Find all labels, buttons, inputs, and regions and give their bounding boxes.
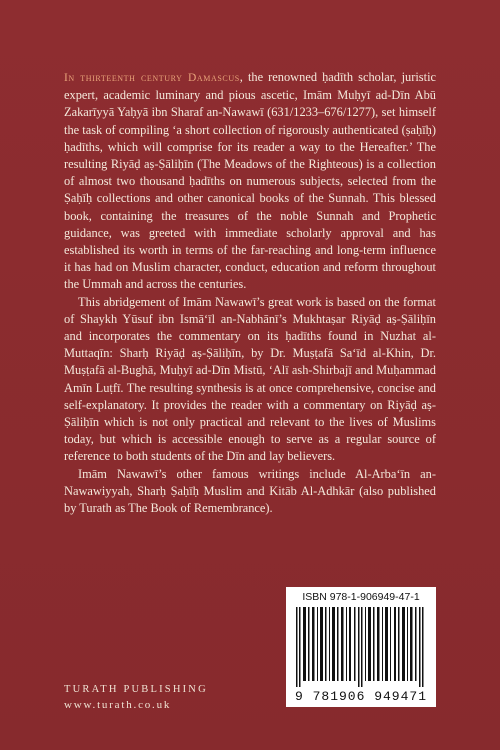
blurb-paragraph-2: This abridgement of Imām Nawawī’s great work is based on the format of Shaykh Yūsuf ibn Ismā‘īl an-Nabhānī’s Mukhtaṣar Riyāḍ aṣ-Ṣāliḥīn and incorporates the commentary on its ḥadīths found in Nuzhat al-Muttaqīn: Sharḥ Riyāḍ aṣ-Ṣāliḥīn, by Dr. Muṣṭafā Sa‘īd al-Khin, Dr. Muṣṭafā al-Bughā, Muḥyī ad-Dīn Mistū, ‘Alī ash-Shirbajī and Muḥammad Amīn Luṭfī. The resulting synthesis is at once comprehensive, concise and self-explanatory. It provides the reader with a commentary on Riyāḍ aṣ-Ṣāliḥīn which is not only practical and relevant to the lives of Muslims today, but which is accessible enough to serve as a regular source of reference to both students of the Dīn and lay believers.	[64, 294, 436, 464]
blurb-paragraph-1	[64, 69, 436, 294]
barcode-icon	[294, 607, 428, 687]
blurb-paragraph-3: Imām Nawawī’s other famous writings include Al-Arba‘īn an-Nawawiyyah, Sharḥ Ṣaḥīḥ Muslim and Kitāb Al-Adhkār (also published by Turath as The Book of Remembrance).	[64, 466, 436, 516]
opening-smallcaps: In thirteenth century Damascus	[64, 72, 240, 84]
barcode-digits: 9 781906 949471	[294, 689, 428, 704]
publisher-name: TURATH PUBLISHING	[64, 684, 208, 695]
isbn-label: ISBN 978-1-906949-47-1	[302, 591, 420, 603]
barcode-panel	[286, 587, 436, 707]
blurb-text	[64, 69, 436, 517]
publisher-website[interactable]: www.turath.co.uk	[64, 699, 172, 711]
paragraph-1-body: , the renowned ḥadīth scholar, juristic expert, academic luminary and pious ascetic, Imām Muḥyī ad-Dīn Abū Zakarīyyā Yaḥyā ibn Sharaf an-Nawawī (631/1233–676/1277), set himself the task of compiling ‘a short collection of rigorously authenticated (ṣaḥīḥ) ḥadīths, which will comprise for its reader a way to the Hereafter.’ The resulting Riyāḍ aṣ-Ṣāliḥīn (The Meadows of the Righteous) is a collection of almost two thousand ḥadīths on numerous subjects, selected from the Ṣaḥīḥ collections and other canonical books of the Sunnah. This blessed book, containing the treasures of the noble Sunnah and Prophetic guidance, was greeted with immediate scholarly approval and has established its worth in terms of the far-reaching and long-term influence it has had on Muslim character, conduct, education and reform throughout the Ummah and across the centuries.	[64, 70, 437, 292]
